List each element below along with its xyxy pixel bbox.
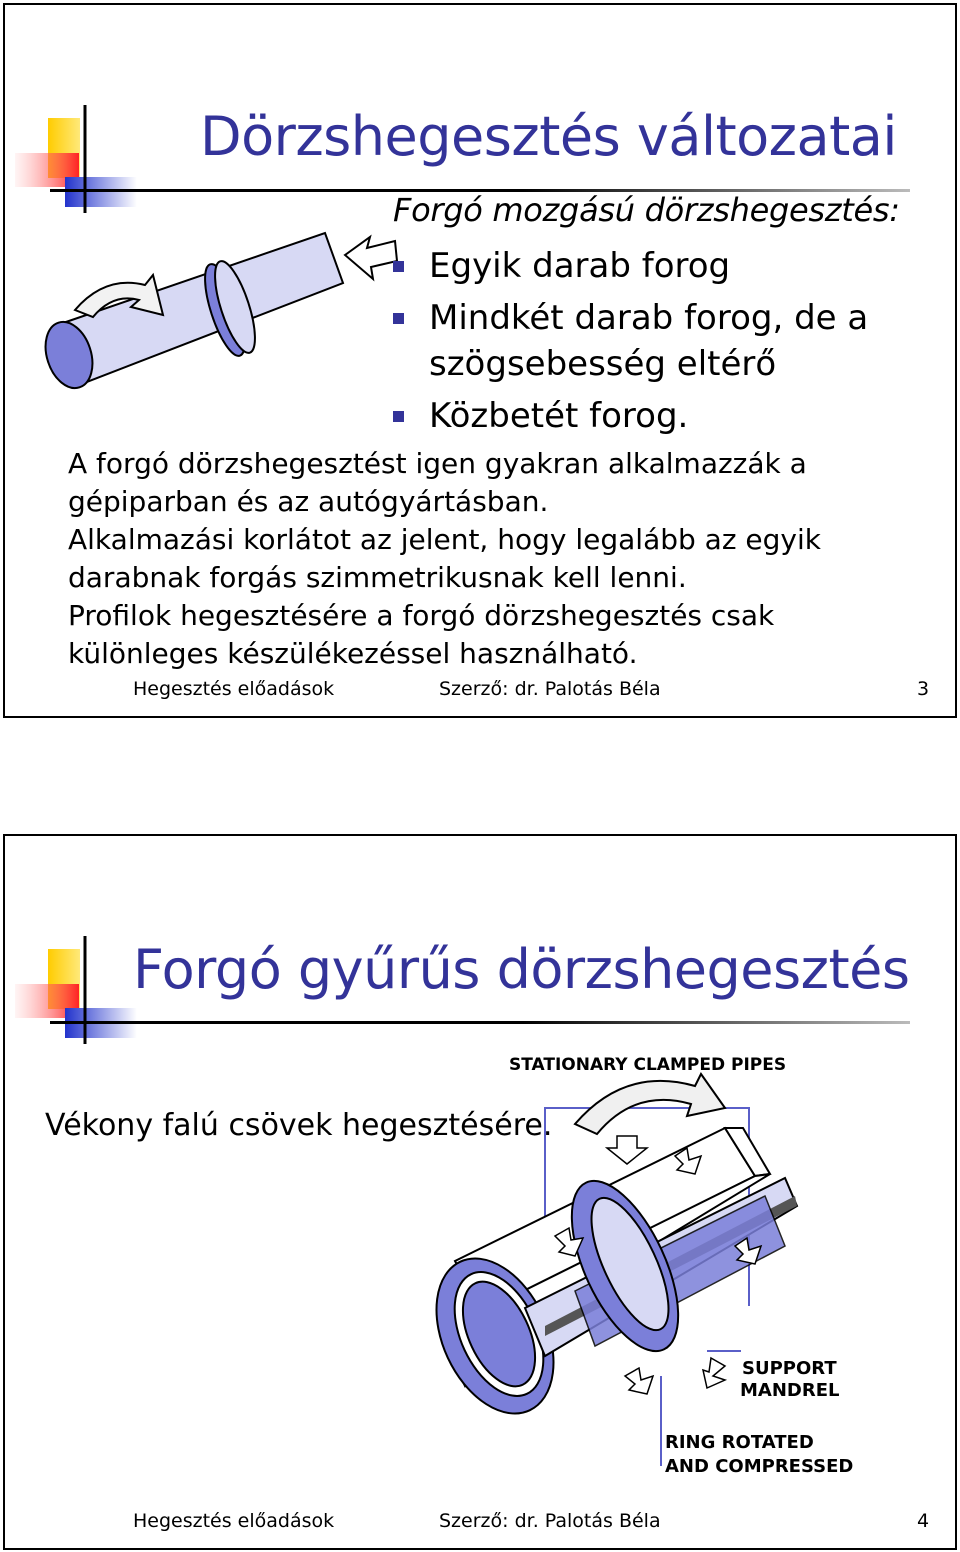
title-rule xyxy=(50,1021,910,1024)
bullet-square-icon xyxy=(393,261,404,272)
bullet-item: Mindkét darab forog, de a szögsebesség eltérő xyxy=(393,295,913,387)
footer-left: Hegesztés előadások xyxy=(133,1510,335,1532)
slide-subtitle: Forgó mozgású dörzshegesztés: xyxy=(393,191,900,229)
figure-label-ring-rotated: RING ROTATED xyxy=(665,1432,814,1453)
bullet-item: Egyik darab forog xyxy=(393,243,913,289)
bullet-square-icon xyxy=(393,313,404,324)
bullet-list xyxy=(393,243,913,445)
figure-label-mandrel: MANDREL xyxy=(740,1380,840,1401)
slide-body-text: Vékony falú csövek hegesztésére. xyxy=(45,1108,553,1143)
figure-label-support: SUPPORT xyxy=(742,1358,837,1379)
paragraph-1: A forgó dörzshegesztést igen gyakran alkalmazzák a gépiparban és az autógyártásban. xyxy=(68,447,807,518)
figure-label-compressed: AND COMPRESSED xyxy=(665,1456,854,1477)
page-number: 3 xyxy=(917,678,930,700)
slide-4 xyxy=(3,834,957,1550)
bullet-item: Közbetét forog. xyxy=(393,393,913,439)
footer-author: Szerző: dr. Palotás Béla xyxy=(439,1510,661,1532)
slide-title: Dörzshegesztés változatai xyxy=(200,105,897,168)
footer-left: Hegesztés előadások xyxy=(133,678,335,700)
bullet-square-icon xyxy=(393,411,404,422)
slide-title: Forgó gyűrűs dörzshegesztés xyxy=(133,938,910,1001)
paragraph-2: Alkalmazási korlátot az jelent, hogy legalább az egyik darabnak forgás szimmetrikusnak kell lenni. xyxy=(68,523,821,594)
paragraph-3: Profilok hegesztésére a forgó dörzshegesztés csak különleges készülékezéssel használható. xyxy=(68,599,775,670)
rotating-ring-figure xyxy=(425,1046,855,1496)
rotating-rod-figure xyxy=(35,215,400,400)
footer-author: Szerző: dr. Palotás Béla xyxy=(439,678,661,700)
slide-3 xyxy=(3,3,957,718)
page-number: 4 xyxy=(917,1510,930,1532)
figure-label-stationary: STATIONARY CLAMPED PIPES xyxy=(509,1055,787,1075)
